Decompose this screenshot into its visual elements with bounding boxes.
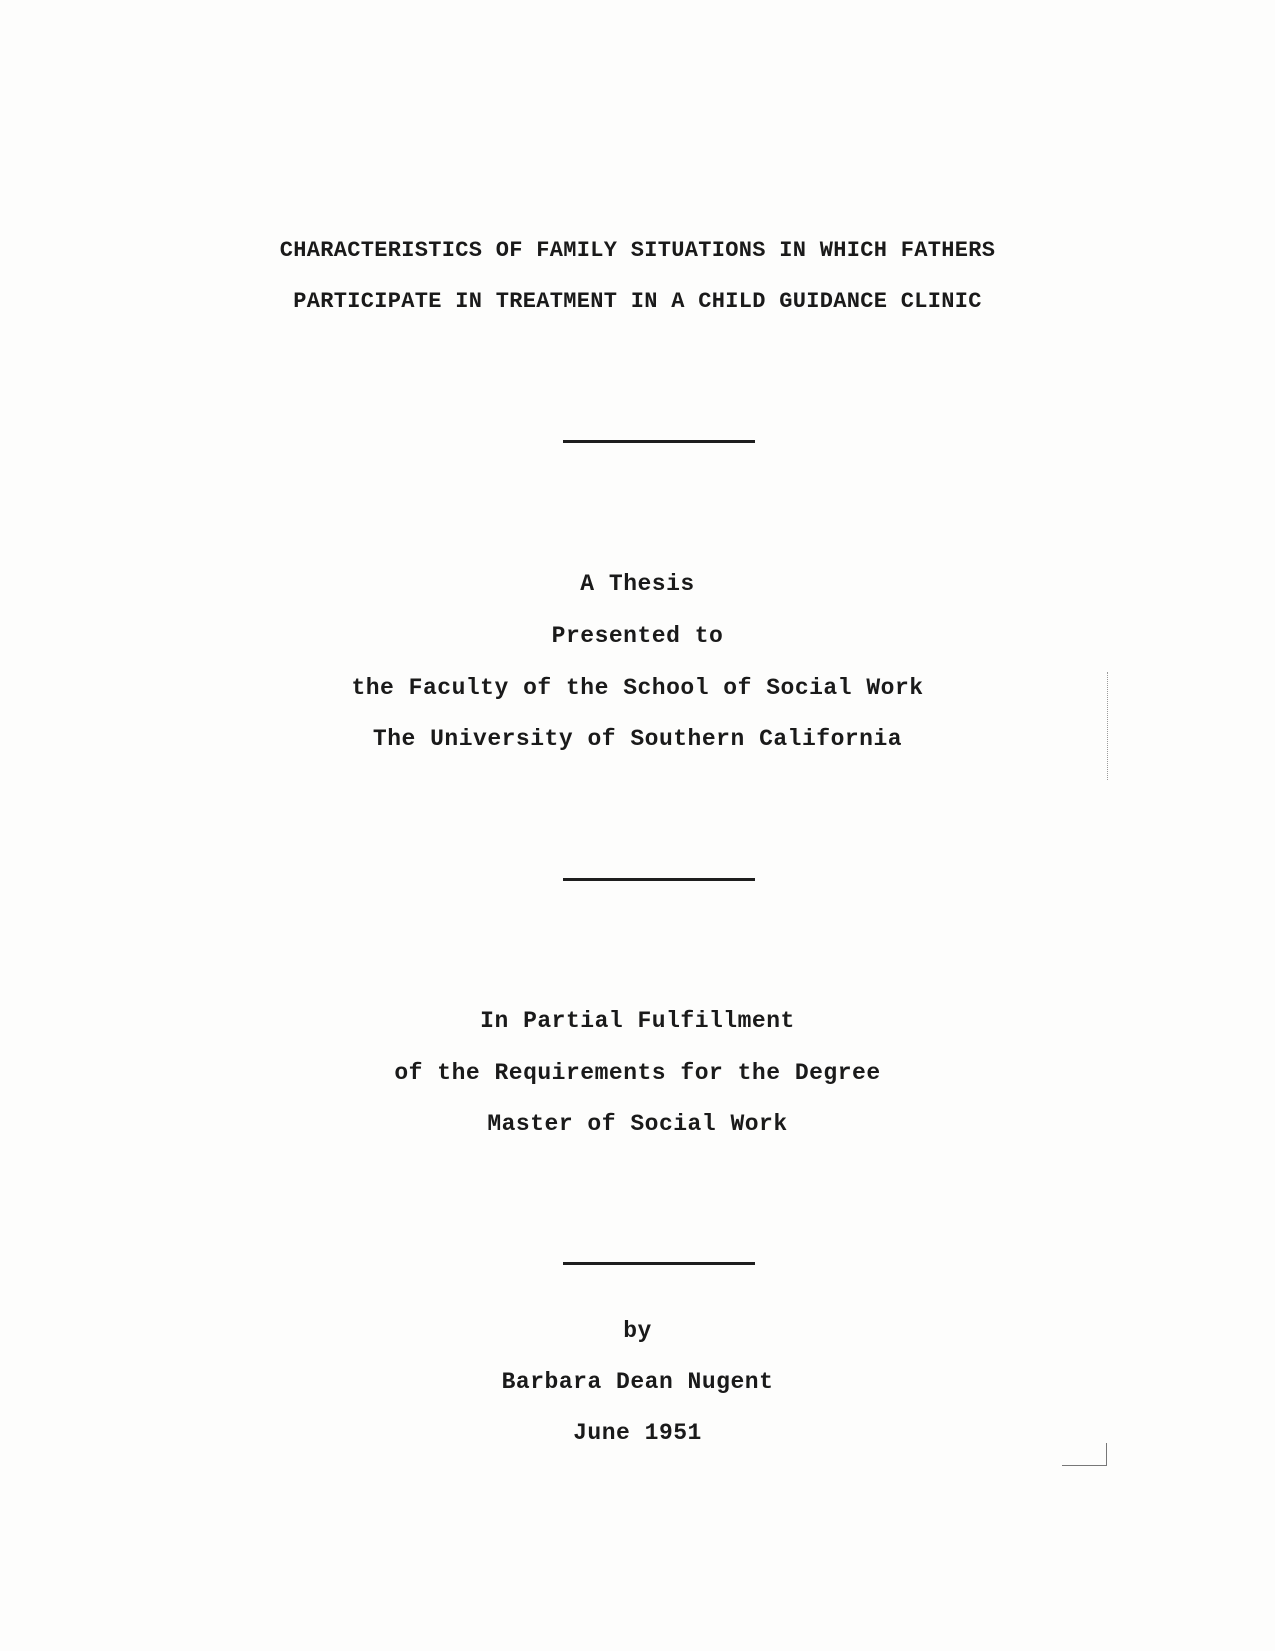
thesis-title-line-1: CHARACTERISTICS OF FAMILY SITUATIONS IN WHICH FATHERS bbox=[279, 238, 996, 263]
divider-rule-2 bbox=[563, 878, 755, 881]
university-line: The University of Southern California bbox=[372, 726, 903, 752]
fulfillment-line-1: In Partial Fulfillment bbox=[480, 1008, 795, 1034]
presented-to-line: Presented to bbox=[551, 623, 724, 649]
author-name: Barbara Dean Nugent bbox=[501, 1369, 774, 1395]
faculty-line: the Faculty of the School of Social Work bbox=[351, 675, 924, 701]
thesis-label: A Thesis bbox=[580, 571, 695, 597]
scan-corner-mark bbox=[1062, 1443, 1107, 1466]
by-label: by bbox=[623, 1318, 652, 1344]
scan-speck-marks bbox=[1107, 672, 1114, 780]
divider-rule-3 bbox=[563, 1262, 755, 1265]
submission-date: June 1951 bbox=[573, 1420, 702, 1446]
thesis-title-line-2: PARTICIPATE IN TREATMENT IN A CHILD GUIDANCE CLINIC bbox=[293, 289, 982, 314]
fulfillment-line-2: of the Requirements for the Degree bbox=[394, 1060, 881, 1086]
degree-line: Master of Social Work bbox=[487, 1111, 788, 1137]
divider-rule-1 bbox=[563, 440, 755, 443]
